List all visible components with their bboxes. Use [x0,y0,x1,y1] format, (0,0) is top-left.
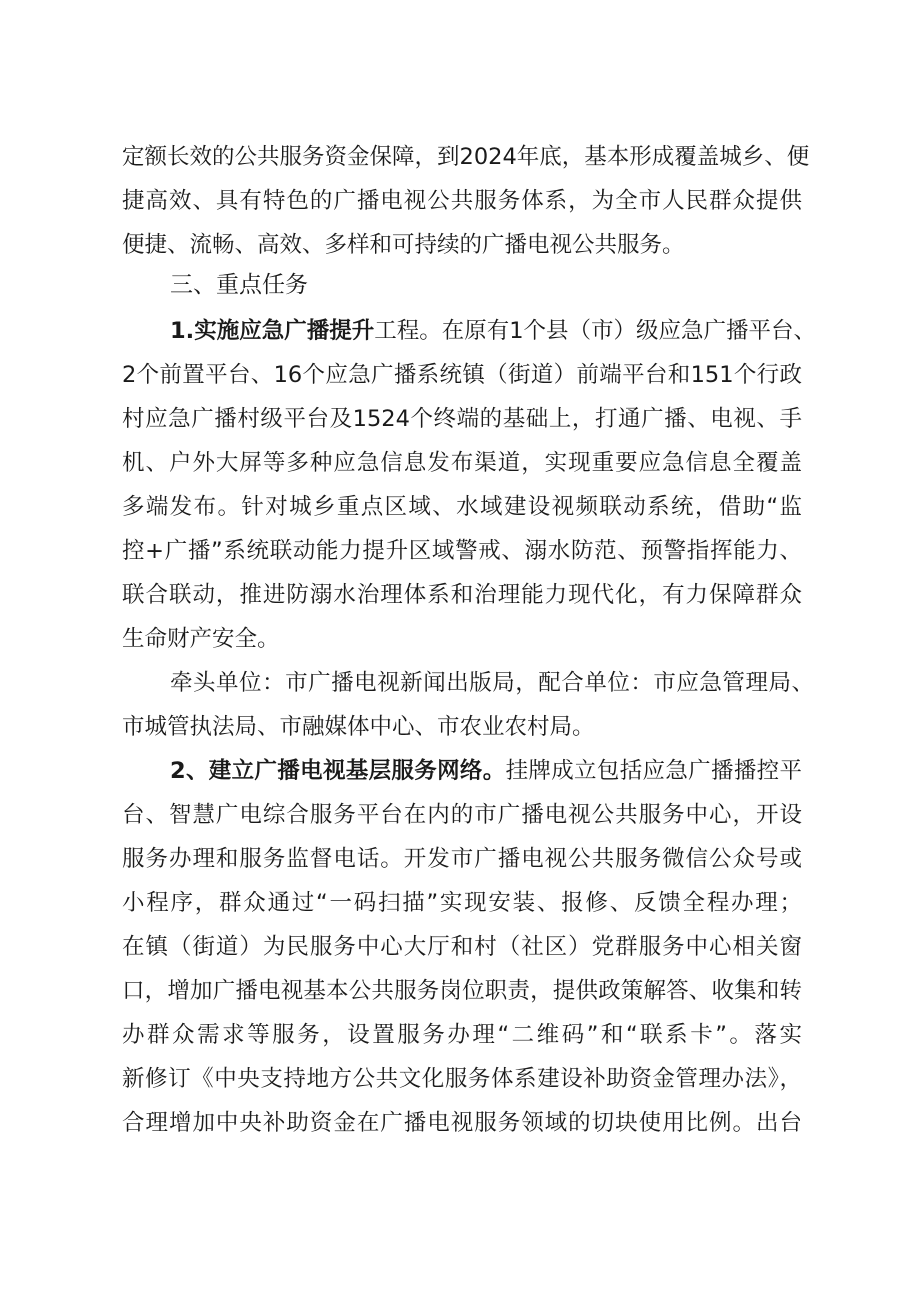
task2-line: 办群众需求等服务，设置服务办理“二维码”和“联系卡”。落实 [122,1022,802,1048]
intro-line-1: 定额长效的公共服务资金保障，到2024年底，基本形成覆盖城乡、便 [122,144,810,170]
intro-line-3: 便捷、流畅、高效、多样和可持续的广播电视公共服务。 [122,232,685,258]
task1-lead-line-1: 牵头单位：市广播电视新闻出版局，配合单位：市应急管理局、 [170,670,814,696]
task1-lead-line-2: 市城管执法局、市融媒体中心、市农业农村局。 [122,714,595,740]
section-heading: 三、重点任务 [170,272,308,298]
task1-line: 村应急广播村级平台及1524个终端的基础上，打通广播、电视、手 [122,406,802,432]
task1-line: 控+广播”系统联动能力提升区域警戒、溺水防范、预警指挥能力、 [122,538,802,564]
task2-line: 新修订《中央支持地方公共文化服务体系建设补助资金管理办法》， [122,1066,802,1092]
task2-title: 2、建立广播电视基层服务网络。 [170,758,506,784]
task2-line: 台、智慧广电综合服务平台在内的市广播电视公共服务中心，开设 [122,802,802,828]
task1-line: 多端发布。针对城乡重点区域、水域建设视频联动系统，借助“监 [122,494,802,520]
task1-first-rest: 工程。在原有1个县（市）级应急广播平台、 [374,318,817,344]
task2-first-line [170,749,802,793]
task1-line: 联合联动，推进防溺水治理体系和治理能力现代化，有力保障群众 [122,582,802,608]
task1-first-line [170,309,817,353]
intro-line-2: 捷高效、具有特色的广播电视公共服务体系，为全市人民群众提供 [122,188,802,214]
task2-line: 合理增加中央补助资金在广播电视服务领域的切块使用比例。出台 [122,1110,802,1136]
task2-first-rest: 挂牌成立包括应急广播播控平 [505,758,802,784]
task1-title: 1.实施应急广播提升 [170,318,375,344]
task1-line: 2个前置平台、16个应急广播系统镇（街道）前端平台和151个行政 [122,362,802,388]
task2-line: 服务办理和服务监督电话。开发市广播电视公共服务微信公众号或 [122,846,802,872]
task1-line: 机、户外大屏等多种应急信息发布渠道，实现重要应急信息全覆盖 [122,450,802,476]
task2-line: 在镇（街道）为民服务中心大厅和村（社区）党群服务中心相关窗 [122,934,802,960]
task2-line: 小程序，群众通过“一码扫描”实现安装、报修、反馈全程办理； [122,890,802,916]
task1-line: 生命财产安全。 [122,626,280,652]
task2-line: 口，增加广播电视基本公共服务岗位职责，提供政策解答、收集和转 [122,978,802,1004]
